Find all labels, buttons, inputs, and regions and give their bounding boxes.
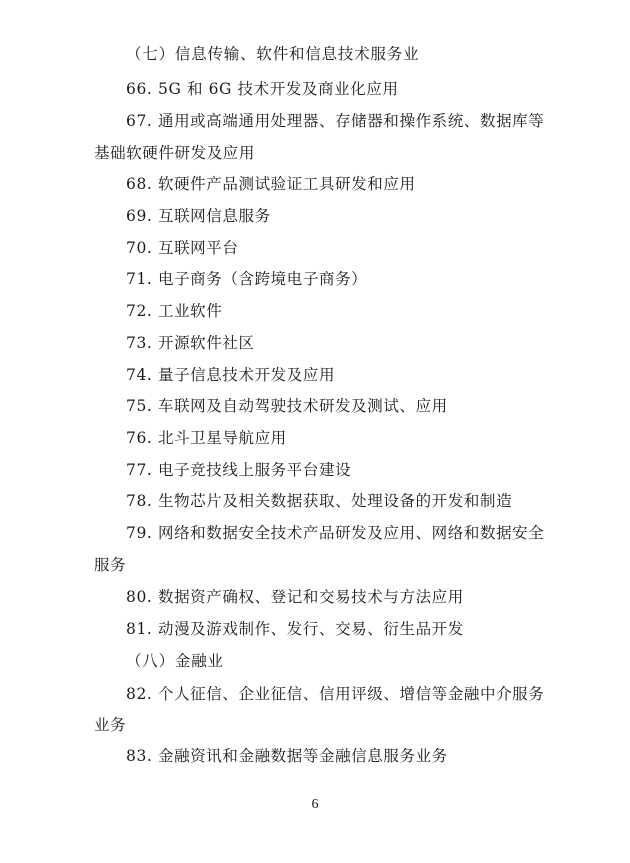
- list-item-66: 66. 5G 和 6G 技术开发及商业化应用: [126, 80, 399, 98]
- list-item-72: 72. 工业软件: [126, 302, 223, 320]
- list-item-75: 75. 车联网及自动驾驶技术研发及测试、应用: [126, 397, 448, 415]
- list-item-74: 74. 量子信息技术开发及应用: [126, 366, 336, 384]
- list-item-81: 81. 动漫及游戏制作、发行、交易、衍生品开发: [126, 620, 464, 638]
- list-item-70: 70. 互联网平台: [126, 239, 239, 257]
- list-item-79-continuation: 服务: [94, 556, 127, 574]
- list-item-77: 77. 电子竞技线上服务平台建设: [126, 461, 352, 479]
- list-item-69: 69. 互联网信息服务: [126, 207, 271, 225]
- list-item-73: 73. 开源软件社区: [126, 334, 255, 352]
- list-item-76: 76. 北斗卫星导航应用: [126, 429, 287, 447]
- list-item-67-continuation: 基础软硬件研发及应用: [94, 144, 256, 162]
- list-item-67: 67. 通用或高端通用处理器、存储器和操作系统、数据库等: [126, 112, 545, 130]
- list-item-79: 79. 网络和数据安全技术产品研发及应用、网络和数据安全: [126, 524, 545, 542]
- section-heading-7: （七）信息传输、软件和信息技术服务业: [126, 45, 420, 63]
- list-item-80: 80. 数据资产确权、登记和交易技术与方法应用: [126, 588, 464, 606]
- section-heading-8: （八）金融业: [126, 652, 224, 670]
- list-item-68: 68. 软硬件产品测试验证工具研发和应用: [126, 175, 416, 193]
- list-item-82: 82. 个人征信、企业征信、信用评级、增信等金融中介服务: [126, 685, 545, 703]
- list-item-78: 78. 生物芯片及相关数据获取、处理设备的开发和制造: [126, 492, 513, 510]
- list-item-83: 83. 金融资讯和金融数据等金融信息服务业务: [126, 747, 448, 765]
- page-number: 6: [311, 797, 319, 812]
- list-item-71: 71. 电子商务（含跨境电子商务）: [126, 270, 368, 288]
- list-item-82-continuation: 业务: [94, 716, 127, 734]
